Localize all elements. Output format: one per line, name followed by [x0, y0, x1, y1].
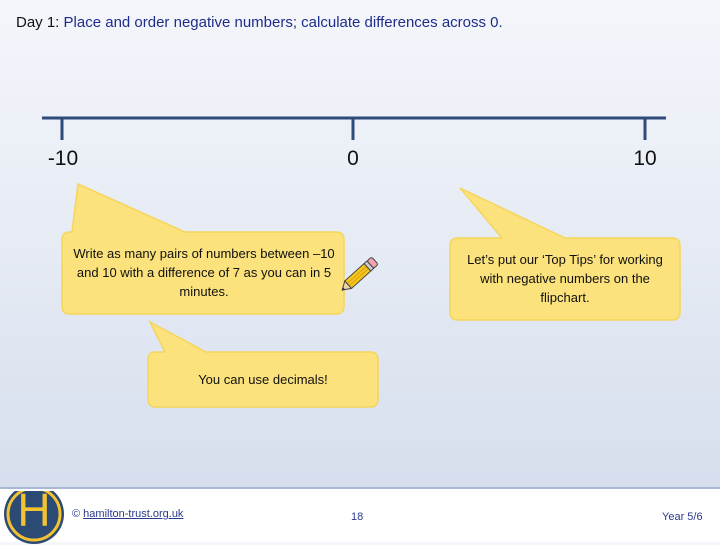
title-day: Day 1: [16, 14, 64, 31]
tips-bubble-text: Let’s put our ‘Top Tips’ for working with negative numbers on the flipchart. [467, 252, 663, 305]
page-number: 18 [351, 511, 364, 523]
decimals-bubble [148, 322, 378, 407]
copyright [72, 508, 183, 520]
copyright-link[interactable]: hamilton-trust.org.uk [83, 508, 184, 520]
number-label-right: 10 [633, 147, 657, 170]
copyright-symbol: © [72, 508, 81, 520]
year-label: Year 5/6 [662, 511, 703, 523]
number-label-middle: 0 [347, 147, 359, 170]
logo-letter: H [17, 484, 51, 536]
decimals-bubble-text: You can use decimals! [198, 372, 328, 387]
pencil-icon [334, 248, 386, 300]
footer-bar [0, 484, 720, 542]
task-bubble-text: Write as many pairs of numbers between –10 and 10 with a difference of 7 as you can in 5 minutes. [73, 246, 335, 299]
title-objective: Place and order negative numbers; calculate differences across 0. [63, 14, 503, 31]
number-label-left: -10 [47, 147, 79, 170]
